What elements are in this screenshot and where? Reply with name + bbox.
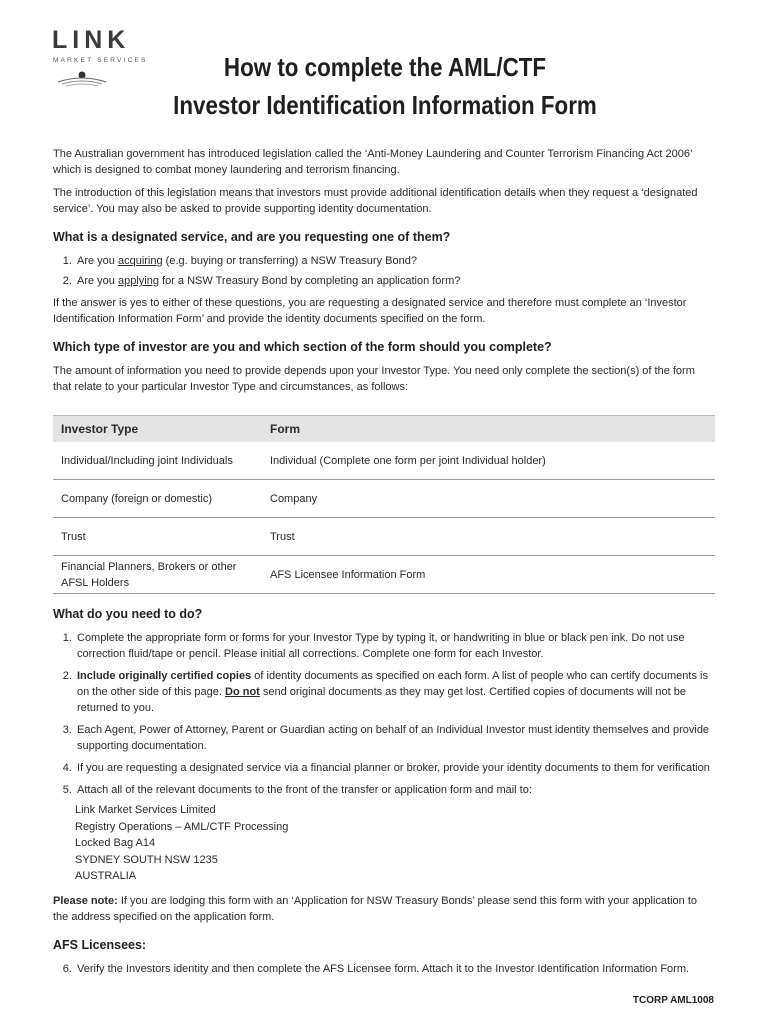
- what-to-do-heading: What do you need to do?: [53, 607, 203, 621]
- investor-type-cell: Individual/Including joint Individuals: [53, 442, 262, 480]
- step-3: 3. Each Agent, Power of Attorney, Parent or Guardian acting on behalf of an Individual Investor must identity themselves and provide supporting documentation.: [75, 722, 715, 754]
- table-row: [53, 480, 715, 518]
- form-cell: Individual (Complete one form per joint Individual holder): [262, 442, 715, 480]
- document-body: [53, 146, 715, 983]
- logo-wordmark: LINK: [52, 26, 131, 54]
- investor-type-table: [53, 415, 715, 594]
- form-cell: AFS Licensee Information Form: [262, 556, 715, 594]
- page-title-line2: Investor Identification Information Form: [173, 90, 597, 120]
- designated-conclusion: If the answer is yes to either of these questions, you are requesting a designated service and therefore must complete an ‘Investor Identification Information Form’ and provide the identity documents specified on the form.: [53, 297, 687, 325]
- intro-paragraph-2: The introduction of this legislation means that investors must provide additional identification details when they request a ‘designated service’. You may also be asked to provide supporting identity documentation.: [53, 187, 698, 215]
- address-line: Locked Bag A14: [75, 837, 156, 849]
- investor-type-text: The amount of information you need to provide depends upon your Investor Type. You need only complete the section(s) of the form that relate to your particular Investor Type and circumstances, as follows:: [53, 365, 695, 393]
- table-row: [53, 556, 715, 594]
- address-line: Link Market Services Limited: [75, 804, 216, 816]
- afs-licensees-heading: AFS Licensees:: [53, 937, 147, 952]
- investor-type-cell: Trust: [53, 518, 262, 556]
- afs-steps-list: [53, 961, 715, 977]
- designated-service-heading: What is a designated service, and are you requesting one of them?: [53, 230, 451, 244]
- column-header-form: Form: [262, 416, 715, 443]
- investor-type-cell: Financial Planners, Brokers or other AFSL Holders: [53, 556, 262, 594]
- address-line: SYDNEY SOUTH NSW 1235: [75, 853, 218, 866]
- steps-list: [53, 630, 715, 798]
- step-2: 2. Include originally certified copies of identity documents as specified on each form. A list of people who can certify documents is on the other side of this page. Do not send original documents as they may get lost. Certified copies of documents will not be returned to you.: [75, 668, 715, 716]
- investor-type-cell: Company (foreign or domestic): [53, 480, 262, 518]
- form-cell: Company: [262, 480, 715, 518]
- table-row: [53, 442, 715, 480]
- form-cell: Trust: [262, 518, 715, 556]
- question-1: 1. Are you acquiring (e.g. buying or transferring) a NSW Treasury Bond?: [75, 253, 715, 269]
- address-line: Registry Operations – AML/CTF Processing: [75, 820, 289, 833]
- step-1: 1. Complete the appropriate form or forms for your Investor Type by typing it, or handwriting in blue or black pen ink. Do not use correction fluid/tape or pencil. Please initial all corrections. Complete one form for each Investor.: [75, 630, 715, 662]
- investor-type-heading: Which type of investor are you and which section of the form should you complete?: [53, 340, 552, 354]
- step-6: 6. Verify the Investors identity and then complete the AFS Licensee form. Attach it to the Investor Identification Information Form.: [75, 961, 715, 977]
- question-2: 2. Are you applying for a NSW Treasury Bond by completing an application form?: [75, 273, 715, 289]
- designated-questions: [53, 253, 715, 289]
- intro-paragraph-1: The Australian government has introduced legislation called the ‘Anti-Money Laundering and Counter Terrorism Financing Act 2006’ which is designed to combat money laundering and terrorism financing.: [53, 148, 692, 176]
- logo-subtitle: MARKET SERVICES: [53, 57, 148, 64]
- mailing-address: [75, 802, 715, 885]
- step-4: 4. If you are requesting a designated service via a financial planner or broker, provide your identity documents to them for verification: [75, 760, 715, 776]
- please-note: Please note: If you are lodging this form with an ‘Application for NSW Treasury Bonds’ please send this form with your application to the address specified on the application form.: [53, 894, 698, 923]
- page-title-line1: How to complete the AML/CTF: [223, 52, 547, 82]
- address-line: AUSTRALIA: [75, 870, 137, 882]
- step-5: 5. Attach all of the relevant documents to the front of the transfer or application form and mail to:: [75, 782, 715, 798]
- form-code: TCORP AML1008: [632, 995, 714, 1006]
- table-header-row: [53, 416, 715, 443]
- column-header-investor-type: Investor Type: [53, 416, 262, 443]
- table-row: [53, 518, 715, 556]
